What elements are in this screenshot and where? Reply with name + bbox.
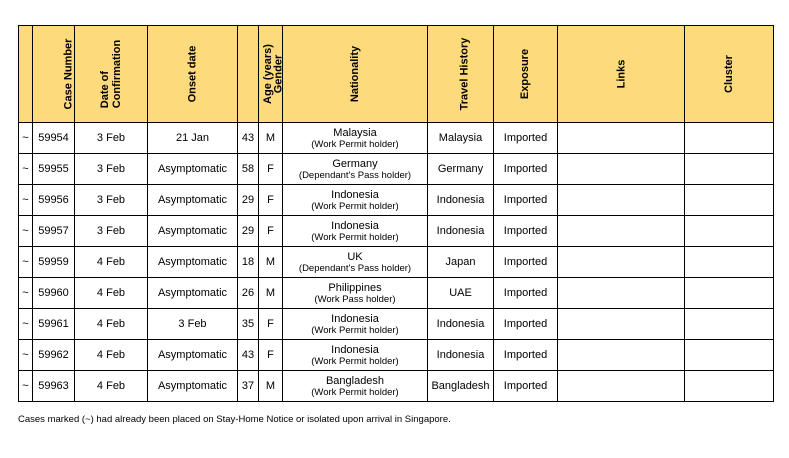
onset-date-cell: 3 Feb — [148, 309, 238, 340]
table-row — [19, 371, 774, 402]
nationality-country: UK — [347, 250, 363, 263]
age-cell: 18 — [238, 247, 259, 278]
case-number-cell: 59960 — [33, 278, 75, 309]
confirmation-date-cell: 3 Feb — [75, 216, 148, 247]
gender-cell: M — [259, 247, 283, 278]
onset-date-cell: Asymptomatic — [148, 154, 238, 185]
onset-date-cell: Asymptomatic — [148, 185, 238, 216]
header-gender: Gender — [259, 26, 283, 123]
mark-cell: ~ — [19, 309, 33, 340]
links-cell — [558, 185, 685, 216]
header-age: Age (years) — [238, 26, 259, 123]
confirmation-date-cell: 3 Feb — [75, 123, 148, 154]
nationality-country: Germany — [332, 157, 378, 170]
age-cell: 43 — [238, 340, 259, 371]
mark-cell: ~ — [19, 371, 33, 402]
onset-date-cell: Asymptomatic — [148, 278, 238, 309]
gender-cell: F — [259, 216, 283, 247]
nationality-cell — [283, 185, 428, 216]
exposure-cell: Imported — [494, 216, 558, 247]
header-onset-date: Onset date — [148, 26, 238, 123]
travel-history-cell: Indonesia — [428, 340, 494, 371]
mark-cell: ~ — [19, 247, 33, 278]
travel-history-cell: Germany — [428, 154, 494, 185]
gender-cell: M — [259, 278, 283, 309]
cluster-cell — [685, 278, 774, 309]
confirmation-date-cell: 3 Feb — [75, 154, 148, 185]
table-row — [19, 216, 774, 247]
nationality-country: Malaysia — [333, 126, 377, 139]
age-cell: 26 — [238, 278, 259, 309]
table-row — [19, 154, 774, 185]
gender-cell: F — [259, 154, 283, 185]
age-cell: 37 — [238, 371, 259, 402]
nationality-pass: (Work Permit holder) — [311, 200, 399, 212]
gender-cell: F — [259, 185, 283, 216]
header-exposure: Exposure — [494, 26, 558, 123]
age-cell: 35 — [238, 309, 259, 340]
header-date-line2: Confirmation — [110, 39, 123, 109]
travel-history-cell: Indonesia — [428, 216, 494, 247]
header-date-of-confirmation — [75, 26, 148, 123]
nationality-cell — [283, 216, 428, 247]
table-row — [19, 247, 774, 278]
nationality-country: Bangladesh — [325, 374, 385, 387]
nationality-pass: (Work Permit holder) — [311, 355, 399, 367]
travel-history-cell: UAE — [428, 278, 494, 309]
links-cell — [558, 278, 685, 309]
links-cell — [558, 371, 685, 402]
nationality-pass: (Dependant's Pass holder) — [298, 169, 412, 181]
travel-history-cell: Malaysia — [428, 123, 494, 154]
onset-date-cell: Asymptomatic — [148, 216, 238, 247]
exposure-cell: Imported — [494, 278, 558, 309]
nationality-country: Indonesia — [331, 343, 379, 356]
nationality-pass: (Work Pass holder) — [314, 293, 396, 305]
header-mark — [19, 26, 33, 123]
case-number-cell: 59957 — [33, 216, 75, 247]
links-cell — [558, 216, 685, 247]
nationality-cell — [283, 278, 428, 309]
cluster-cell — [685, 154, 774, 185]
header-case-number: Case Number — [33, 26, 75, 123]
exposure-cell: Imported — [494, 247, 558, 278]
nationality-cell — [283, 154, 428, 185]
header-date-line1: Date of — [98, 70, 111, 109]
travel-history-cell: Indonesia — [428, 185, 494, 216]
travel-history-cell: Japan — [428, 247, 494, 278]
nationality-pass: (Work Permit holder) — [311, 138, 399, 150]
nationality-country: Indonesia — [331, 219, 379, 232]
nationality-cell — [283, 371, 428, 402]
travel-history-cell: Indonesia — [428, 309, 494, 340]
nationality-pass: (Work Permit holder) — [311, 386, 399, 398]
case-number-cell: 59956 — [33, 185, 75, 216]
table-row — [19, 309, 774, 340]
links-cell — [558, 340, 685, 371]
footnote: Cases marked (~) had already been placed on Stay-Home Notice or isolated upon arrival in Singapore. — [18, 414, 451, 425]
links-cell — [558, 309, 685, 340]
cluster-cell — [685, 185, 774, 216]
mark-cell: ~ — [19, 278, 33, 309]
onset-date-cell: 21 Jan — [148, 123, 238, 154]
nationality-cell — [283, 123, 428, 154]
confirmation-date-cell: 3 Feb — [75, 185, 148, 216]
confirmation-date-cell: 4 Feb — [75, 309, 148, 340]
confirmation-date-cell: 4 Feb — [75, 371, 148, 402]
age-cell: 58 — [238, 154, 259, 185]
exposure-cell: Imported — [494, 340, 558, 371]
gender-cell: M — [259, 123, 283, 154]
nationality-country: Philippines — [328, 281, 382, 294]
age-cell: 43 — [238, 123, 259, 154]
confirmation-date-cell: 4 Feb — [75, 247, 148, 278]
cluster-cell — [685, 309, 774, 340]
mark-cell: ~ — [19, 185, 33, 216]
nationality-cell — [283, 340, 428, 371]
mark-cell: ~ — [19, 340, 33, 371]
exposure-cell: Imported — [494, 309, 558, 340]
case-number-cell: 59955 — [33, 154, 75, 185]
table-row — [19, 185, 774, 216]
table-row — [19, 278, 774, 309]
nationality-cell — [283, 309, 428, 340]
nationality-pass: (Work Permit holder) — [311, 324, 399, 336]
cluster-cell — [685, 340, 774, 371]
nationality-country: Indonesia — [331, 188, 379, 201]
mark-cell: ~ — [19, 123, 33, 154]
header-nationality: Nationality — [283, 26, 428, 123]
confirmation-date-cell: 4 Feb — [75, 278, 148, 309]
cases-table — [18, 25, 774, 402]
header-links: Links — [558, 26, 685, 123]
table-row — [19, 340, 774, 371]
header-travel-history: Travel History — [428, 26, 494, 123]
case-number-cell: 59954 — [33, 123, 75, 154]
onset-date-cell: Asymptomatic — [148, 247, 238, 278]
nationality-pass: (Dependant's Pass holder) — [298, 262, 412, 274]
travel-history-cell: Bangladesh — [428, 371, 494, 402]
nationality-country: Indonesia — [331, 312, 379, 325]
case-number-cell: 59959 — [33, 247, 75, 278]
exposure-cell: Imported — [494, 123, 558, 154]
age-cell: 29 — [238, 185, 259, 216]
links-cell — [558, 123, 685, 154]
table-row — [19, 123, 774, 154]
cluster-cell — [685, 371, 774, 402]
mark-cell: ~ — [19, 154, 33, 185]
gender-cell: F — [259, 340, 283, 371]
mark-cell: ~ — [19, 216, 33, 247]
exposure-cell: Imported — [494, 154, 558, 185]
gender-cell: M — [259, 371, 283, 402]
confirmation-date-cell: 4 Feb — [75, 340, 148, 371]
cluster-cell — [685, 123, 774, 154]
cluster-cell — [685, 216, 774, 247]
nationality-pass: (Work Permit holder) — [311, 231, 399, 243]
onset-date-cell: Asymptomatic — [148, 340, 238, 371]
links-cell — [558, 154, 685, 185]
exposure-cell: Imported — [494, 371, 558, 402]
cluster-cell — [685, 247, 774, 278]
links-cell — [558, 247, 685, 278]
nationality-cell — [283, 247, 428, 278]
onset-date-cell: Asymptomatic — [148, 371, 238, 402]
case-number-cell: 59963 — [33, 371, 75, 402]
exposure-cell: Imported — [494, 185, 558, 216]
case-number-cell: 59961 — [33, 309, 75, 340]
gender-cell: F — [259, 309, 283, 340]
header-cluster: Cluster — [685, 26, 774, 123]
header-row — [19, 26, 774, 123]
age-cell: 29 — [238, 216, 259, 247]
case-number-cell: 59962 — [33, 340, 75, 371]
